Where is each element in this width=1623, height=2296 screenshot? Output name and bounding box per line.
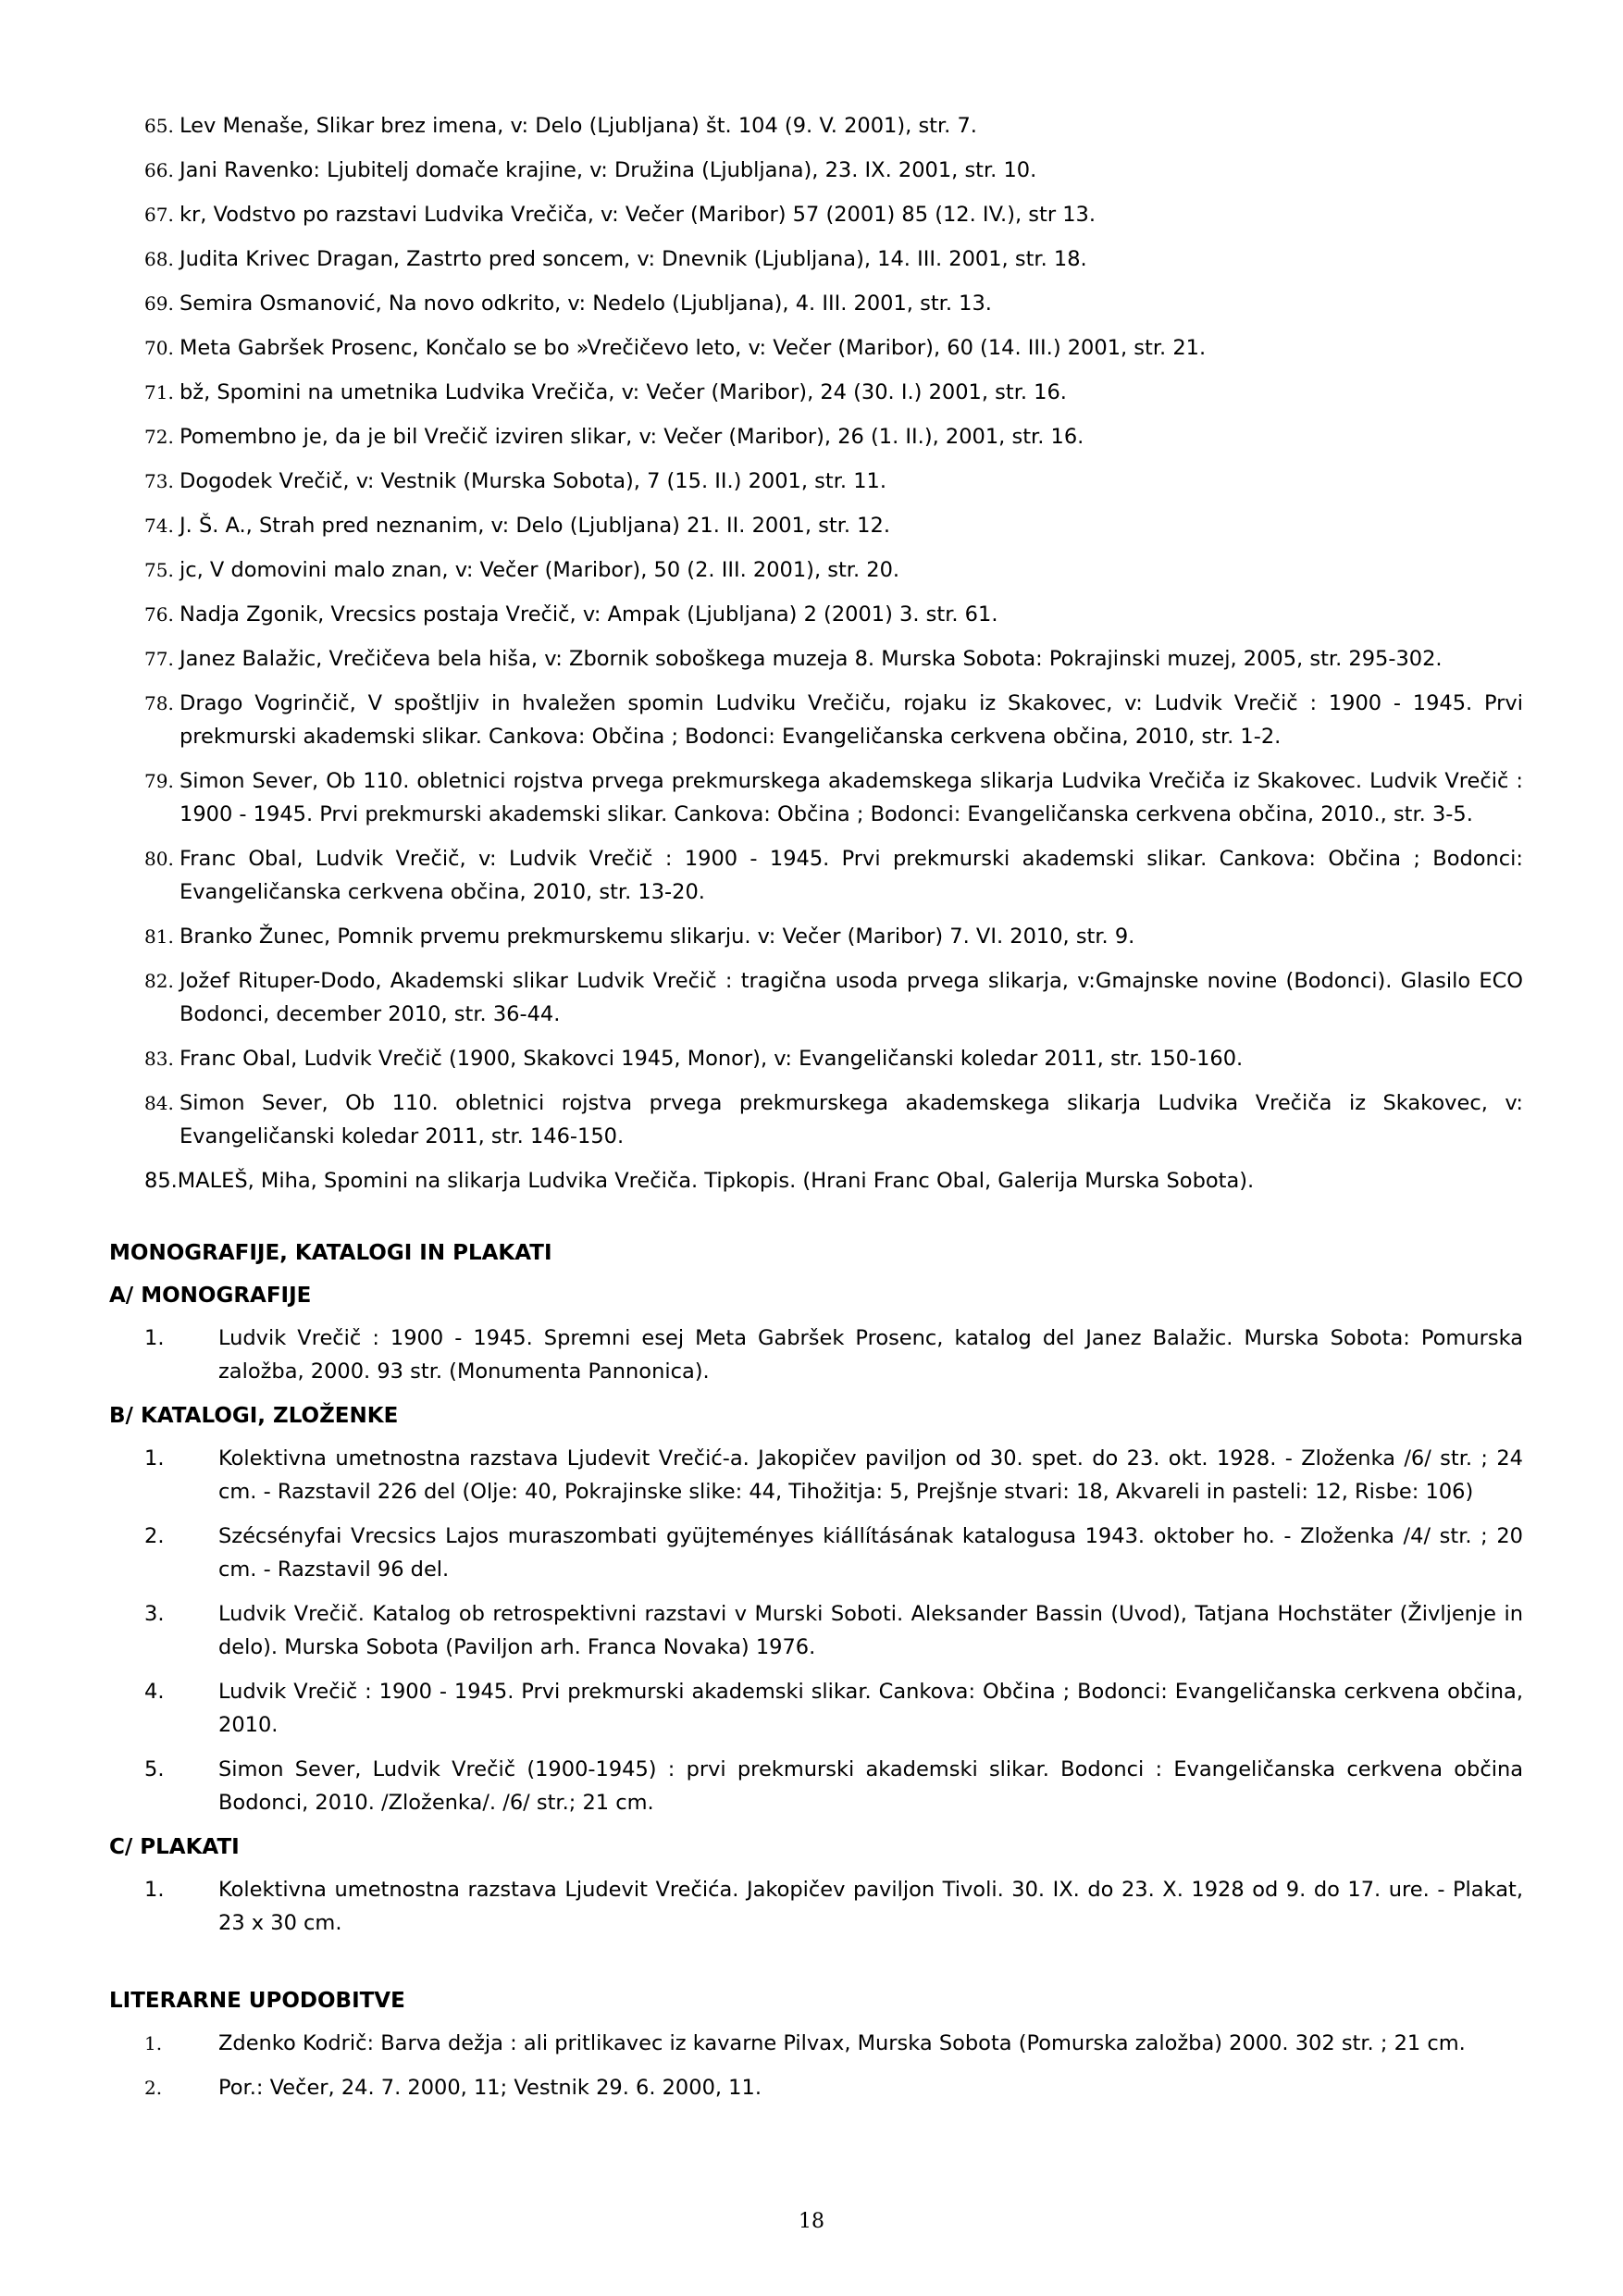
literarna-number: 1.	[144, 2032, 163, 2054]
reference-item	[109, 376, 1523, 409]
katalog-text: Simon Sever, Ludvik Vrečič (1900-1945) : prvi prekmurski akademski slikar. Bodonci : Evangeličanska cerkvena občina Bodonci, 2010. /Zloženka/. /6/ str.; 21 cm.	[218, 1757, 1523, 1815]
section-title-monografije: MONOGRAFIJE, KATALOGI IN PLAKATI	[109, 1241, 552, 1265]
reference-text: Branko Žunec, Pomnik prvemu prekmurskemu slikarju. v: Večer (Maribor) 7. VI. 2010, str. 9.	[180, 925, 1135, 949]
reference-text: Simon Sever, Ob 110. obletnici rojstva prvega prekmurskega akademskega slikarja Ludvika Vrečiča iz Skakovec, v: Evangeličanski koledar 2011, str. 146-150.	[180, 1091, 1523, 1148]
page-number: 18	[799, 2210, 824, 2233]
literarne-list	[109, 2027, 1523, 2104]
reference-number: 73.	[144, 470, 174, 492]
reference-item	[109, 1042, 1523, 1075]
reference-text: Franc Obal, Ludvik Vrečič, v: Ludvik Vrečič : 1900 - 1945. Prvi prekmurski akademski slikar. Cankova: Občina ; Bodonci: Evangeličanska cerkvena občina, 2010, str. 13-20.	[180, 847, 1523, 904]
reference-number: 82.	[144, 970, 174, 992]
reference-text: Jožef Rituper-Dodo, Akademski slikar Ludvik Vrečič : tragična usoda prvega slikarja, v:Gmajnske novine (Bodonci). Glasilo ECO Bodonci, december 2010, str. 36-44.	[180, 969, 1523, 1026]
katalog-number: 2.	[144, 1524, 165, 1548]
literarna-number: 2.	[144, 2077, 163, 2099]
reference-text: Simon Sever, Ob 110. obletnici rojstva prvega prekmurskega akademskega slikarja Ludvika Vrečiča iz Skakovec. Ludvik Vrečič : 1900 - 1945. Prvi prekmurski akademski slikar. Cankova: Občina ; Bodonci: Evangeličanska cerkvena občina, 2010., str. 3-5.	[180, 769, 1523, 826]
reference-item	[109, 764, 1523, 831]
plakat-number: 1.	[144, 1878, 165, 1902]
reference-number: 83.	[144, 1048, 174, 1070]
reference-item	[109, 553, 1523, 587]
reference-item	[109, 920, 1523, 953]
reference-number: 80.	[144, 848, 174, 870]
reference-text: Franc Obal, Ludvik Vrečič (1900, Skakovci 1945, Monor), v: Evangeličanski koledar 2011, str. 150-160.	[180, 1047, 1244, 1071]
reference-list	[109, 109, 1523, 1153]
reference-item	[109, 331, 1523, 365]
reference-item	[109, 420, 1523, 453]
reference-text: kr, Vodstvo po razstavi Ludvika Vrečiča, v: Večer (Maribor) 57 (2001) 85 (12. IV.), str 13.	[180, 203, 1096, 227]
reference-number: 77.	[144, 648, 174, 670]
reference-text: Nadja Zgonik, Vrecsics postaja Vrečič, v: Ampak (Ljubljana) 2 (2001) 3. str. 61.	[180, 602, 998, 627]
reference-number: 66.	[144, 159, 174, 181]
katalog-item	[109, 1675, 1523, 1742]
reference-text: Pomembno je, da je bil Vrečič izviren slikar, v: Večer (Maribor), 26 (1. II.), 2001, str. 16.	[180, 425, 1084, 449]
reference-number: 71.	[144, 381, 174, 403]
reference-number: 67.	[144, 204, 174, 226]
reference-text: Dogodek Vrečič, v: Vestnik (Murska Sobota), 7 (15. II.) 2001, str. 11.	[180, 469, 886, 493]
katalog-text: Ludvik Vrečič : 1900 - 1945. Prvi prekmurski akademski slikar. Cankova: Občina ; Bodonci: Evangeličanska cerkvena občina, 2010.	[218, 1680, 1523, 1737]
literarna-item	[109, 2027, 1523, 2060]
reference-item	[109, 964, 1523, 1031]
reference-item-85	[109, 1164, 1523, 1198]
plakat-text: Kolektivna umetnostna razstava Ljudevit Vrečića. Jakopičev paviljon Tivoli. 30. IX. do 23. X. 1928 od 9. do 17. ure. - Plakat, 23 x 30 cm.	[218, 1878, 1523, 1935]
reference-text: J. Š. A., Strah pred neznanim, v: Delo (Ljubljana) 21. II. 2001, str. 12.	[180, 514, 890, 538]
reference-text: Lev Menaše, Slikar brez imena, v: Delo (Ljubljana) št. 104 (9. V. 2001), str. 7.	[180, 114, 977, 138]
reference-text: jc, V domovini malo znan, v: Večer (Maribor), 50 (2. III. 2001), str. 20.	[180, 558, 900, 582]
reference-item	[109, 242, 1523, 276]
reference-item	[109, 1086, 1523, 1153]
reference-number: 69.	[144, 292, 174, 315]
reference-text: Semira Osmanović, Na novo odkrito, v: Nedelo (Ljubljana), 4. III. 2001, str. 13.	[180, 292, 992, 316]
reference-item	[109, 509, 1523, 542]
document-page	[109, 109, 1523, 2116]
reference-number: 70.	[144, 337, 174, 359]
literarna-text: Zdenko Kodrič: Barva dežja : ali pritlikavec iz kavarne Pilvax, Murska Sobota (Pomurska založba) 2000. 302 str. ; 21 cm.	[218, 2031, 1466, 2055]
reference-number: 74.	[144, 515, 174, 537]
monografija-number: 1.	[144, 1326, 165, 1350]
katalog-number: 1.	[144, 1446, 165, 1471]
katalog-item	[109, 1597, 1523, 1664]
reference-number: 78.	[144, 692, 174, 714]
monografija-item	[109, 1322, 1523, 1388]
literarna-item	[109, 2071, 1523, 2104]
reference-text: 85.MALEŠ, Miha, Spomini na slikarja Ludvika Vrečiča. Tipkopis. (Hrani Franc Obal, Galerija Murska Sobota).	[144, 1169, 1255, 1193]
reference-item	[109, 287, 1523, 320]
reference-text: Meta Gabršek Prosenc, Končalo se bo »Vrečičevo leto, v: Večer (Maribor), 60 (14. III.) 2001, str. 21.	[180, 336, 1207, 360]
plakati-list	[109, 1873, 1523, 1940]
katalog-item	[109, 1753, 1523, 1819]
reference-number: 68.	[144, 248, 174, 270]
reference-item	[109, 598, 1523, 631]
katalog-text: Szécsényfai Vrecsics Lajos muraszombati gyüjteményes kiállításának katalogusa 1943. oktober ho. - Zloženka /4/ str. ; 20 cm. - Razstavil 96 del.	[218, 1524, 1523, 1582]
katalog-item	[109, 1442, 1523, 1508]
reference-item	[109, 842, 1523, 909]
katalog-text: Ludvik Vrečič. Katalog ob retrospektivni razstavi v Murski Soboti. Aleksander Bassin (Uvod), Tatjana Hochstäter (Življenje in delo). Murska Sobota (Paviljon arh. Franca Novaka) 1976.	[218, 1602, 1523, 1659]
katalog-number: 4.	[144, 1680, 165, 1704]
subsection-title-a: A/ MONOGRAFIJE	[109, 1284, 312, 1308]
reference-number: 84.	[144, 1092, 174, 1114]
katalogi-list	[109, 1442, 1523, 1819]
subsection-title-c: C/ PLAKATI	[109, 1835, 240, 1859]
reference-item	[109, 642, 1523, 676]
katalog-number: 5.	[144, 1757, 165, 1781]
plakat-item	[109, 1873, 1523, 1940]
katalog-text: Kolektivna umetnostna razstava Ljudevit Vrečić-a. Jakopičev paviljon od 30. spet. do 23. okt. 1928. - Zloženka /6/ str. ; 24 cm. - Razstavil 226 del (Olje: 40, Pokrajinske slike: 44, Tihožitja: 5, Prejšnje stvari: 18, Akvareli in pasteli: 12, Risbe: 106)	[218, 1446, 1523, 1504]
reference-number: 81.	[144, 925, 174, 948]
reference-text: bž, Spomini na umetnika Ludvika Vrečiča, v: Večer (Maribor), 24 (30. I.) 2001, str. 16.	[180, 380, 1067, 404]
reference-number: 72.	[144, 426, 174, 448]
reference-item	[109, 198, 1523, 231]
reference-item	[109, 465, 1523, 498]
katalog-number: 3.	[144, 1602, 165, 1626]
reference-number: 76.	[144, 603, 174, 626]
reference-number: 79.	[144, 770, 174, 792]
katalog-item	[109, 1520, 1523, 1586]
monografija-text: Ludvik Vrečič : 1900 - 1945. Spremni esej Meta Gabršek Prosenc, katalog del Janez Balažic. Murska Sobota: Pomurska založba, 2000. 93 str. (Monumenta Pannonica).	[218, 1326, 1523, 1384]
subsection-title-b: B/ KATALOGI, ZLOŽENKE	[109, 1404, 399, 1428]
reference-text: Judita Krivec Dragan, Zastrto pred soncem, v: Dnevnik (Ljubljana), 14. III. 2001, str. 18.	[180, 247, 1087, 271]
monografije-list	[109, 1322, 1523, 1388]
reference-item	[109, 154, 1523, 187]
reference-number: 75.	[144, 559, 174, 581]
reference-text: Jani Ravenko: Ljubitelj domače krajine, v: Družina (Ljubljana), 23. IX. 2001, str. 10.	[180, 158, 1037, 182]
section-title-literarne: LITERARNE UPODOBITVE	[109, 1989, 405, 2013]
reference-text: Janez Balažic, Vrečičeva bela hiša, v: Zbornik soboškega muzeja 8. Murska Sobota: Pokrajinski muzej, 2005, str. 295-302.	[180, 647, 1443, 671]
reference-item	[109, 687, 1523, 753]
literarna-text: Por.: Večer, 24. 7. 2000, 11; Vestnik 29. 6. 2000, 11.	[218, 2076, 762, 2100]
reference-number: 65.	[144, 115, 174, 137]
reference-text: Drago Vogrinčič, V spoštljiv in hvaležen spomin Ludviku Vrečiču, rojaku iz Skakovec, v: Ludvik Vrečič : 1900 - 1945. Prvi prekmurski akademski slikar. Cankova: Občina ; Bodonci: Evangeličanska cerkvena občina, 2010, str. 1-2.	[180, 691, 1523, 749]
reference-item	[109, 109, 1523, 143]
